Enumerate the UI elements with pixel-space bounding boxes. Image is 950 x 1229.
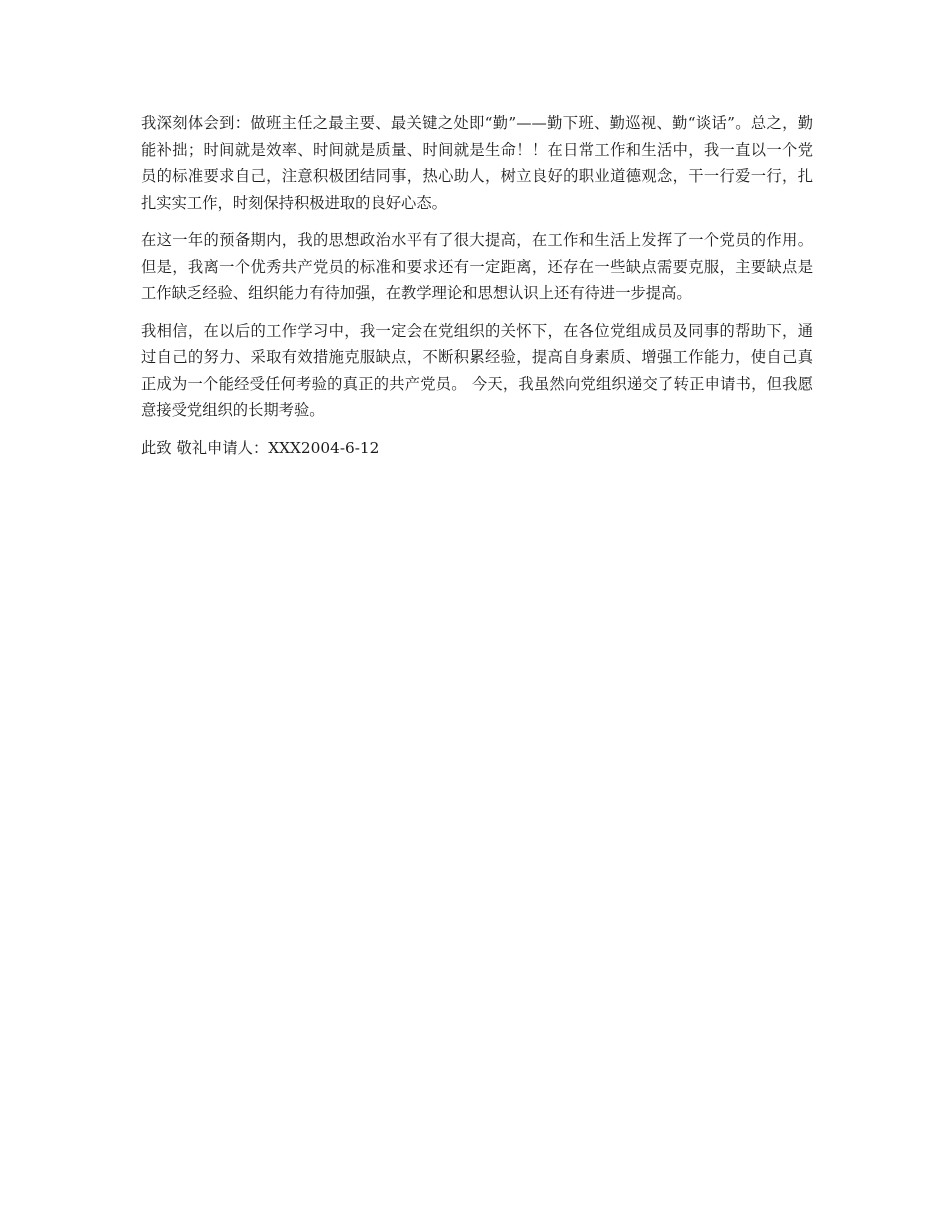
closing-signature: 此致 敬礼申请人：XXX2004-6-12 (141, 438, 380, 457)
paragraph-1: 我深刻体会到：做班主任之最主要、最关键之处即“勤”——勤下班、勤巡视、勤“谈话”。总之，勤能补拙；时间就是效率、时间就是质量、时间就是生命！！在日常工作和生活中，我一直以一个党员的标准要求自己，注意积极团结同事，热心助人，树立良好的职业道德观念，干一行爱一行，扎扎实实工作，时刻保持积极进取的良好心态。 (141, 114, 813, 212)
paragraph-2: 在这一年的预备期内，我的思想政治水平有了很大提高，在工作和生活上发挥了一个党员的作用。但是，我离一个优秀共产党员的标准和要求还有一定距离，还存在一些缺点需要克服，主要缺点是工作缺乏经验、组织能力有待加强，在教学理论和思想认识上还有待进一步提高。 (141, 231, 813, 302)
document-body (141, 110, 813, 472)
paragraph-3: 我相信，在以后的工作学习中，我一定会在党组织的关怀下，在各位党组成员及同事的帮助下，通过自己的努力、采取有效措施克服缺点，不断积累经验，提高自身素质、增强工作能力，使自己真正成为一个能经受任何考验的真正的共产党员。 今天，我虽然向党组织递交了转正申请书，但我愿意接受党组织的长期考验。 (141, 321, 813, 419)
